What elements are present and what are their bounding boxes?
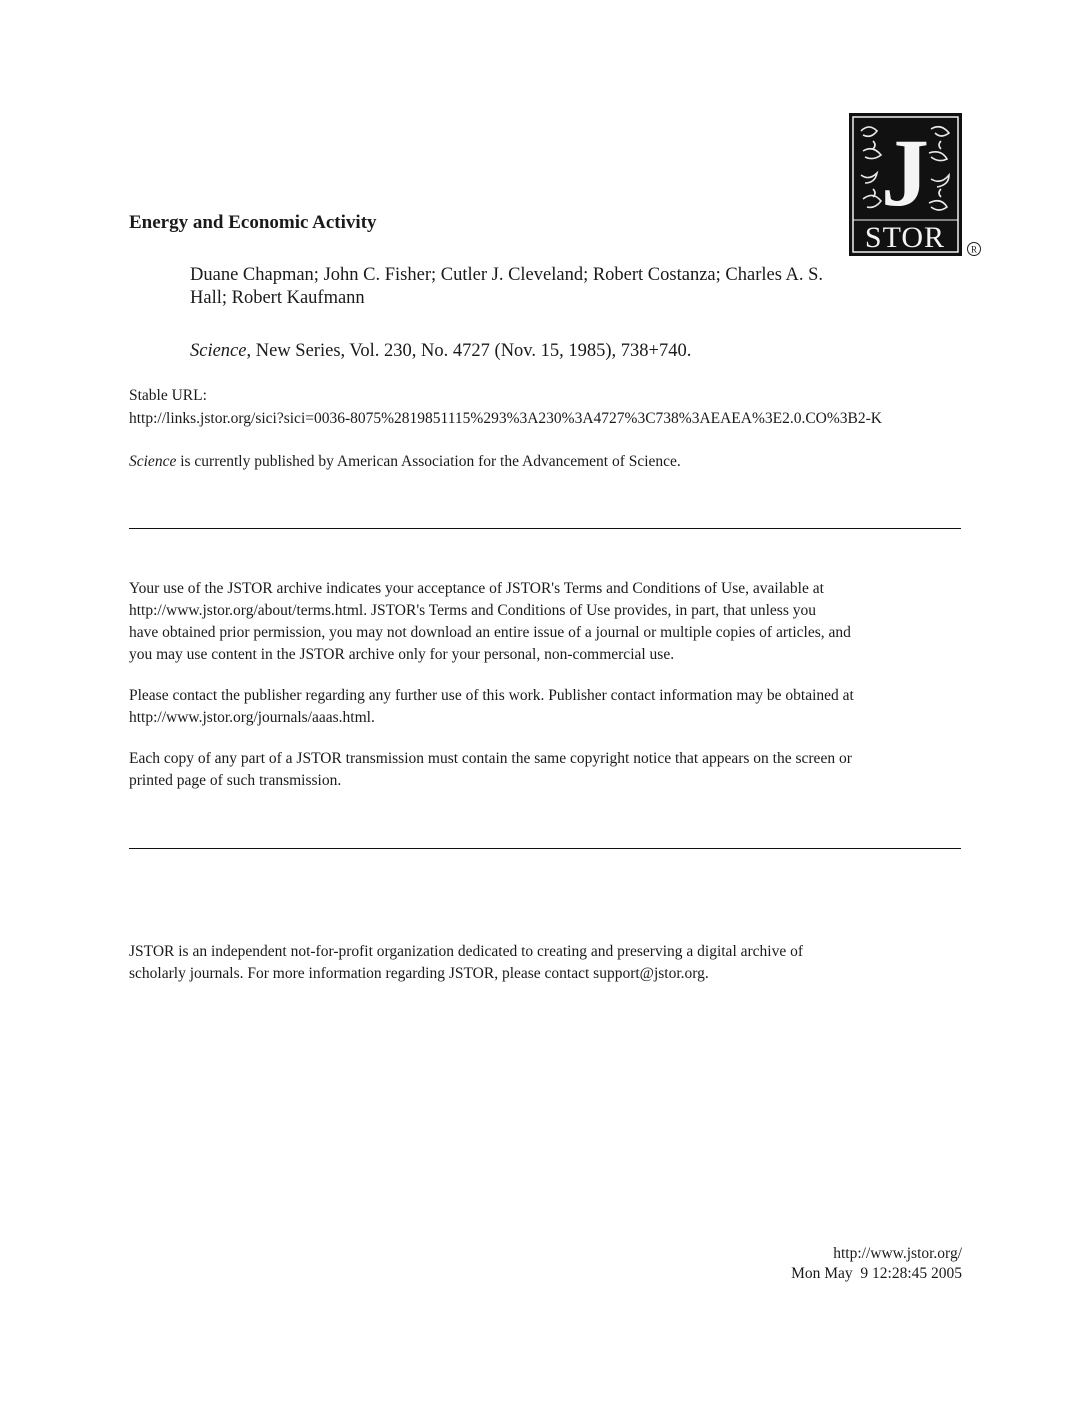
terms-line: you may use content in the JSTOR archive only for your personal, non-commercial use. <box>129 646 675 663</box>
jstor-info-line: scholarly journals. For more information regarding JSTOR, please contact support@jstor.org. <box>129 965 709 982</box>
citation-details: , New Series, Vol. 230, No. 4727 (Nov. 15, 1985), 738+740. <box>246 341 692 361</box>
contact-line: http://www.jstor.org/journals/aaas.html. <box>129 709 375 726</box>
stable-url-link[interactable]: http://links.jstor.org/sici?sici=0036-8075%2819851115%293%3A230%3A4727%3C738%3AEAEA%3E2.0.CO%3B2-K <box>129 410 882 427</box>
copyright-paragraph <box>129 748 964 792</box>
terms-paragraph <box>129 578 964 666</box>
journal-name: Science <box>190 341 247 361</box>
authors-line: Hall; Robert Kaufmann <box>190 288 365 308</box>
publisher-journal-name: Science <box>129 453 177 470</box>
article-authors <box>190 264 940 310</box>
jstor-logo-letter: J <box>881 119 929 226</box>
svg-text:R: R <box>970 244 978 255</box>
authors-line: Duane Chapman; John C. Fisher; Cutler J. Cleveland; Robert Costanza; Charles A. S. <box>190 265 824 285</box>
contact-paragraph <box>129 685 964 729</box>
article-title: Energy and Economic Activity <box>129 212 377 233</box>
footer-url[interactable]: http://www.jstor.org/ <box>833 1245 962 1262</box>
divider <box>129 848 961 849</box>
jstor-info-paragraph <box>129 941 964 985</box>
footer <box>791 1244 962 1284</box>
copyright-line: printed page of such transmission. <box>129 772 342 789</box>
jstor-logo <box>849 113 962 256</box>
registered-mark <box>966 241 982 257</box>
terms-line: have obtained prior permission, you may not download an entire issue of a journal or multiple copies of articles, and <box>129 624 851 641</box>
article-citation <box>190 341 691 362</box>
terms-line: http://www.jstor.org/about/terms.html. JSTOR's Terms and Conditions of Use provides, in part, that unless you <box>129 602 816 619</box>
copyright-line: Each copy of any part of a JSTOR transmission must contain the same copyright notice that appears on the screen or <box>129 750 852 767</box>
jstor-logo-wordmark: STOR <box>864 221 946 254</box>
jstor-info-line: JSTOR is an independent not-for-profit organization dedicated to creating and preserving a digital archive of <box>129 943 804 960</box>
footer-timestamp: Mon May 9 12:28:45 2005 <box>791 1265 962 1282</box>
publisher-text: is currently published by American Association for the Advancement of Science. <box>176 453 681 470</box>
contact-line: Please contact the publisher regarding any further use of this work. Publisher contact information may be obtained at <box>129 687 854 704</box>
terms-line: Your use of the JSTOR archive indicates your acceptance of JSTOR's Terms and Conditions of Use, available at <box>129 580 824 597</box>
stable-url-label: Stable URL: <box>129 387 207 404</box>
divider <box>129 528 961 529</box>
publisher-statement <box>129 453 681 471</box>
